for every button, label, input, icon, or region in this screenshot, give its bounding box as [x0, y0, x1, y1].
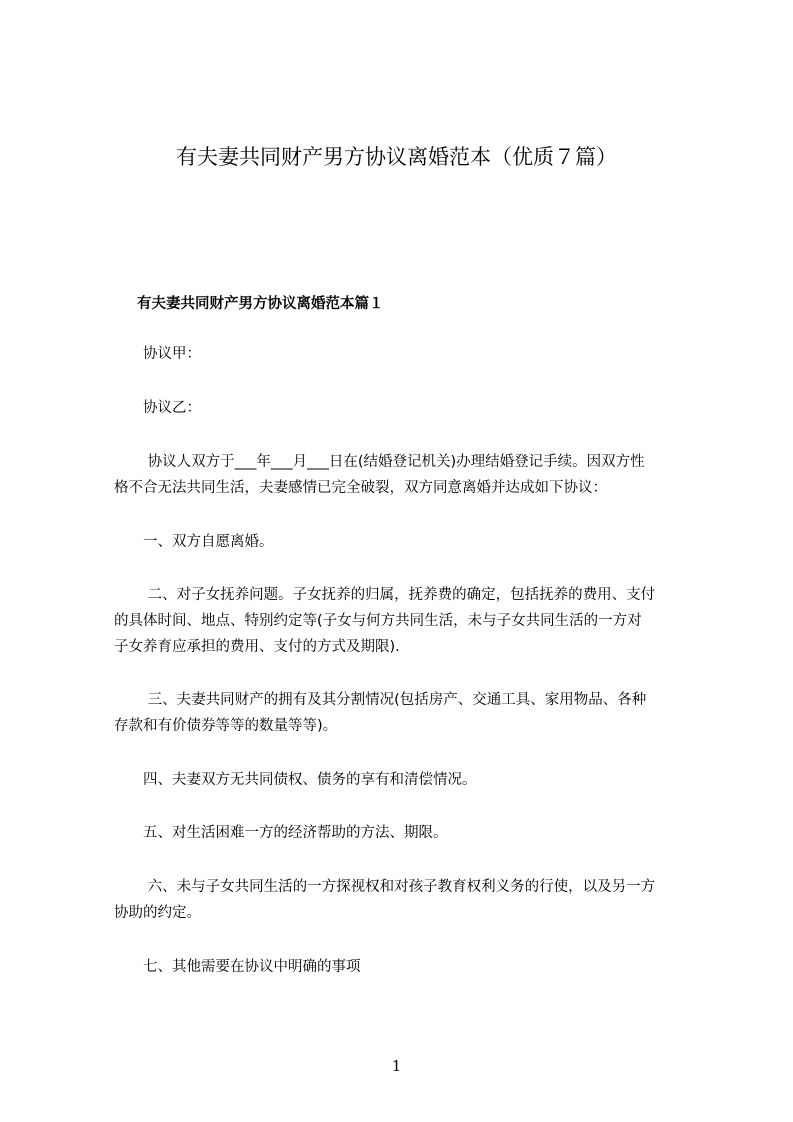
paragraph-line: 四、夫妻双方无共同债权、债务的享有和清偿情况。: [114, 772, 477, 788]
clause-2-paragraph: [114, 582, 704, 660]
party-b-paragraph: [114, 395, 704, 421]
paragraph-line: 七、其他需要在协议中明确的事项: [114, 959, 361, 975]
paragraph-line: 协议甲：: [114, 346, 201, 362]
page-number: 1: [391, 1057, 402, 1075]
clause-7-paragraph: [114, 954, 704, 980]
paragraph-line: 格不合无法共同生活，夫妻感情已完全破裂，双方同意离婚并达成如下协议：: [114, 480, 607, 496]
document-title: 有夫妻共同财产男方协议离婚范本（优质７篇）: [176, 145, 617, 169]
paragraph-line: 子女养育应承担的费用、支付的方式及期限).: [114, 639, 400, 655]
paragraph-line: 六、未与子女共同生活的一方探视权和对孩子教育权利义务的行使，以及另一方: [114, 879, 656, 895]
clause-3-paragraph: [114, 687, 704, 739]
clause-4-paragraph: [114, 767, 704, 793]
intro-paragraph: [114, 449, 704, 501]
paragraph-line: 五、对生活困难一方的经济帮助的方法、期限。: [114, 825, 448, 841]
clause-6-paragraph: [114, 874, 704, 926]
paragraph-line: 二、对子女抚养问题。子女抚养的归属，抚养费的确定，包括抚养的费用、支付: [114, 587, 656, 603]
clause-5-paragraph: [114, 820, 704, 846]
paragraph-line: 的具体时间、地点、特别约定等(子女与何方共同生活，未与子女共同生活的一方对: [114, 613, 642, 629]
paragraph-line: 协议人双方于___年___月___日在(结婚登记机关)办理结婚登记手续。因双方性: [114, 454, 645, 470]
paragraph-line: 一、双方自愿离婚。: [114, 534, 274, 550]
paragraph-line: 三、夫妻共同财产的拥有及其分割情况(包括房产、交通工具、家用物品、各种: [114, 692, 647, 708]
clause-1-paragraph: [114, 529, 704, 555]
section-heading: 有夫妻共同财产男方协议离婚范本篇１: [137, 296, 384, 312]
paragraph-line: 存款和有价债券等等的数量等等)。: [114, 718, 338, 734]
paragraph-line: 协助的约定。: [114, 905, 201, 921]
paragraph-line: 协议乙：: [114, 400, 201, 416]
party-a-paragraph: [114, 341, 704, 367]
